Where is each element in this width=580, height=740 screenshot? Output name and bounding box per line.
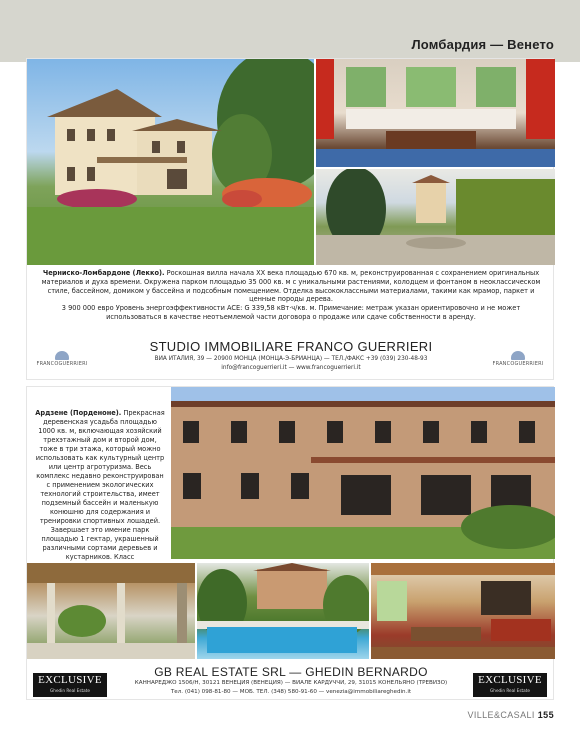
agency-1-name: STUDIO IMMOBILIARE FRANCO GUERRIERI (149, 339, 433, 354)
agency-1-address: ВИА ИТАЛИЯ, 39 — 20900 МОНЦА (МОНЦА-Э-БРИАНЦА) — ТЕЛ./ФАКС +39 (039) 230-48-93 (154, 356, 428, 362)
logo-mark-icon (55, 351, 69, 360)
listing-2-text: Прекрасная деревенская усадьба площадью 1000 кв. м, включающая хозяйский трехэтажный дом и второй дом, тоже в три этажа, который можно использовать как культурный центр или центр агротуризма. Весь комплекс недавно реконструирован с применением экологических технологий строительства, имеет подземный бассейн и маленькую конюшню для содержания и тренировки спортивных лошадей. Завершает это имение парк площадью 1 гектар, украшенный различными сортами деревьев и кустарников. Класс (35, 409, 165, 561)
pool-photo (197, 563, 369, 659)
page-footer (467, 710, 554, 720)
listing-1-description (37, 269, 545, 322)
logo-text: FRANCOGUERRIERI (492, 361, 544, 367)
agency-2-address: КАННАРЕДЖО 1506/Н, 30121 ВЕНЕЦИЯ (ВЕНЕЦИЯ) — ВИАЛЕ КАРДУЧЧИ, 29, 31015 КОНЕЛЬЯНО (ТРЕВИЗО) (134, 680, 448, 686)
farmhouse-photo (171, 387, 555, 559)
porch-photo (27, 563, 195, 659)
exclusive-logo-subtext: Ghedin Real Estate (50, 688, 90, 693)
exclusive-logo-text: EXCLUSIVE (38, 674, 102, 686)
listing-1-text: Роскошная вилла начала ХХ века площадью 670 кв. м, реконструированная с сохранением оригинальных материалов и духа времени. Окружена парком площадью 35 000 кв. м с уникальными растениями, колодцем и фонтаном в неоклассическом стиле, бассейном, домиком у бассейна и подсобным помещением. Отделка высококлассными материалами, такими как мрамор, паркет и ценные породы дерева. (41, 269, 541, 304)
villa-exterior-photo (27, 59, 314, 265)
exclusive-logo-left (33, 673, 107, 697)
listing-1-price-note: 3 900 000 евро Уровень энергоэффективности ACE: G 339,58 кВт·ч/кв. м. Примечание: метраж указан ориентировочно и не может использоваться в качестве неотъемлемой части договора о продаже или сдаче собственности в аренду. (61, 304, 521, 321)
exclusive-logo-subtext: Ghedin Real Estate (490, 688, 530, 693)
listing-card-2 (26, 386, 554, 700)
top-band (0, 0, 580, 62)
logo-mark-icon (511, 351, 525, 360)
franco-guerrieri-logo-left (33, 351, 91, 373)
agency-2-name: GB REAL ESTATE SRL — GHEDIN BERNARDO (154, 665, 428, 679)
page-number: 155 (537, 710, 554, 720)
interior-room-photo (371, 563, 555, 659)
listing-card-1 (26, 58, 554, 380)
agency-1-contacts[interactable]: info@francoguerrieri.it — www.francoguerrieri.it (221, 365, 361, 371)
agency-1-block (27, 339, 555, 372)
listing-2-description (35, 409, 165, 589)
agency-2-contacts[interactable]: Тел. (041) 098-81-80 — МОБ. ТЕЛ. (348) 580-91-60 — venezia@immobiliareghedin.it (170, 688, 412, 695)
franco-guerrieri-logo-right (489, 351, 547, 373)
listing-2-location: Ардзене (Порденоне). (35, 409, 122, 417)
garden-fountain-photo (316, 169, 555, 265)
exclusive-logo-text: EXCLUSIVE (478, 674, 542, 686)
listing-1-location: Черниско-Ломбардоне (Лекко). (42, 269, 165, 277)
logo-text: FRANCOGUERRIERI (36, 361, 88, 367)
magazine-name: VILLE&CASALI (467, 710, 535, 720)
section-title: Ломбардия — Венето (411, 37, 554, 52)
exclusive-logo-right (473, 673, 547, 697)
living-room-photo (316, 59, 555, 167)
